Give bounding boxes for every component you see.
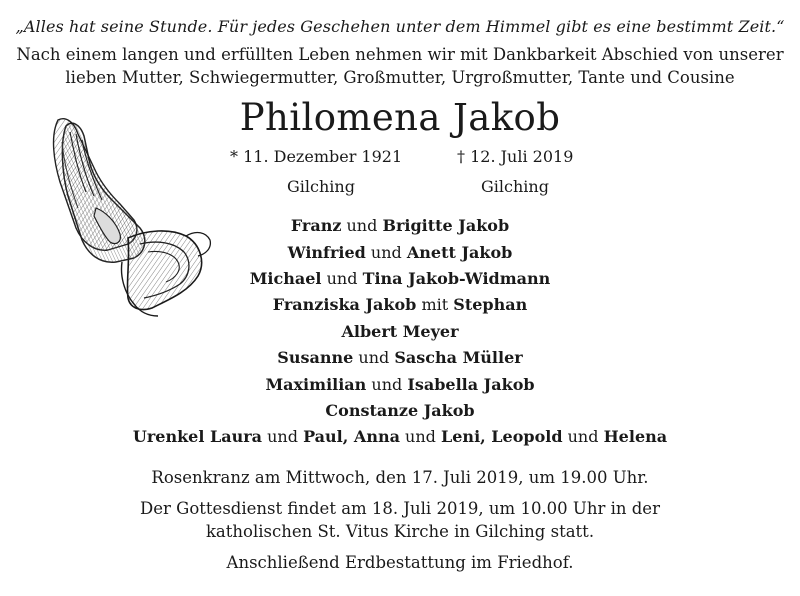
mass-info-line-2: katholischen St. Vitus Kirche in Gilching statt.: [205, 522, 595, 541]
mourner-line: [0, 243, 800, 263]
bible-quote: „Alles hat seine Stunde. Für jedes Geschehen unter dem Himmel gibt es eine bestimmt Zeit.“: [15, 17, 785, 36]
mourner-name: Isabella Jakob: [407, 375, 535, 394]
mourner-line: [0, 375, 800, 395]
mourner-line: [0, 348, 800, 368]
conjunction: und: [326, 269, 358, 288]
conjunction: und: [267, 427, 298, 446]
mourner-line: [0, 322, 800, 342]
conjunction: und: [346, 216, 378, 235]
burial-info: Anschließend Erdbestattung im Friedhof.: [226, 553, 574, 572]
conjunction: und: [370, 243, 402, 262]
deceased-name: Philomena Jakob: [239, 96, 561, 139]
mourner-name: Constanze Jakob: [325, 401, 475, 420]
mourner-name: Michael: [249, 269, 322, 288]
mourner-name: Franz: [290, 216, 342, 235]
mourner-name: Franziska Jakob: [272, 295, 417, 314]
mourner-name: Stephan: [453, 295, 528, 314]
intro-line-2: lieben Mutter, Schwiegermutter, Großmutter, Urgroßmutter, Tante und Cousine: [65, 68, 735, 87]
mourner-name: Maximilian: [265, 375, 367, 394]
death-date: † 12. Juli 2019: [457, 147, 574, 166]
mourner-name: Albert Meyer: [341, 322, 459, 341]
mourner-name: Tina Jakob-Widmann: [362, 269, 551, 288]
conjunction: und: [567, 427, 599, 446]
mourner-name: Winfried: [287, 243, 366, 262]
mourner-name: Paul, Anna: [303, 427, 400, 446]
rosary-info: Rosenkranz am Mittwoch, den 17. Juli 2019, um 19.00 Uhr.: [151, 468, 649, 487]
birth-place: Gilching: [287, 177, 355, 196]
intro-line-1: Nach einem langen und erfüllten Leben nehmen wir mit Dankbarkeit Abschied von unserer: [16, 45, 784, 64]
mourner-name: Sascha Müller: [394, 348, 523, 367]
mourner-name: Helena: [603, 427, 668, 446]
mourner-name: Susanne: [277, 348, 354, 367]
mourner-line: [0, 427, 800, 447]
mourner-name: Leni, Leopold: [441, 427, 563, 446]
conjunction: und: [405, 427, 436, 446]
death-place: Gilching: [481, 177, 549, 196]
mourner-name: Urenkel Laura: [132, 427, 263, 446]
mourner-name: Anett Jakob: [406, 243, 513, 262]
mourner-name: Brigitte Jakob: [382, 216, 510, 235]
conjunction: und: [358, 348, 390, 367]
birth-date: * 11. Dezember 1921: [230, 147, 403, 166]
mourner-line: [0, 295, 800, 315]
mourner-line: [0, 216, 800, 236]
mass-info-line-1: Der Gottesdienst findet am 18. Juli 2019, um 10.00 Uhr in der: [140, 499, 660, 518]
mourner-line: [0, 269, 800, 289]
mourner-line: [0, 401, 800, 421]
conjunction: und: [371, 375, 403, 394]
conjunction: mit: [421, 295, 449, 314]
